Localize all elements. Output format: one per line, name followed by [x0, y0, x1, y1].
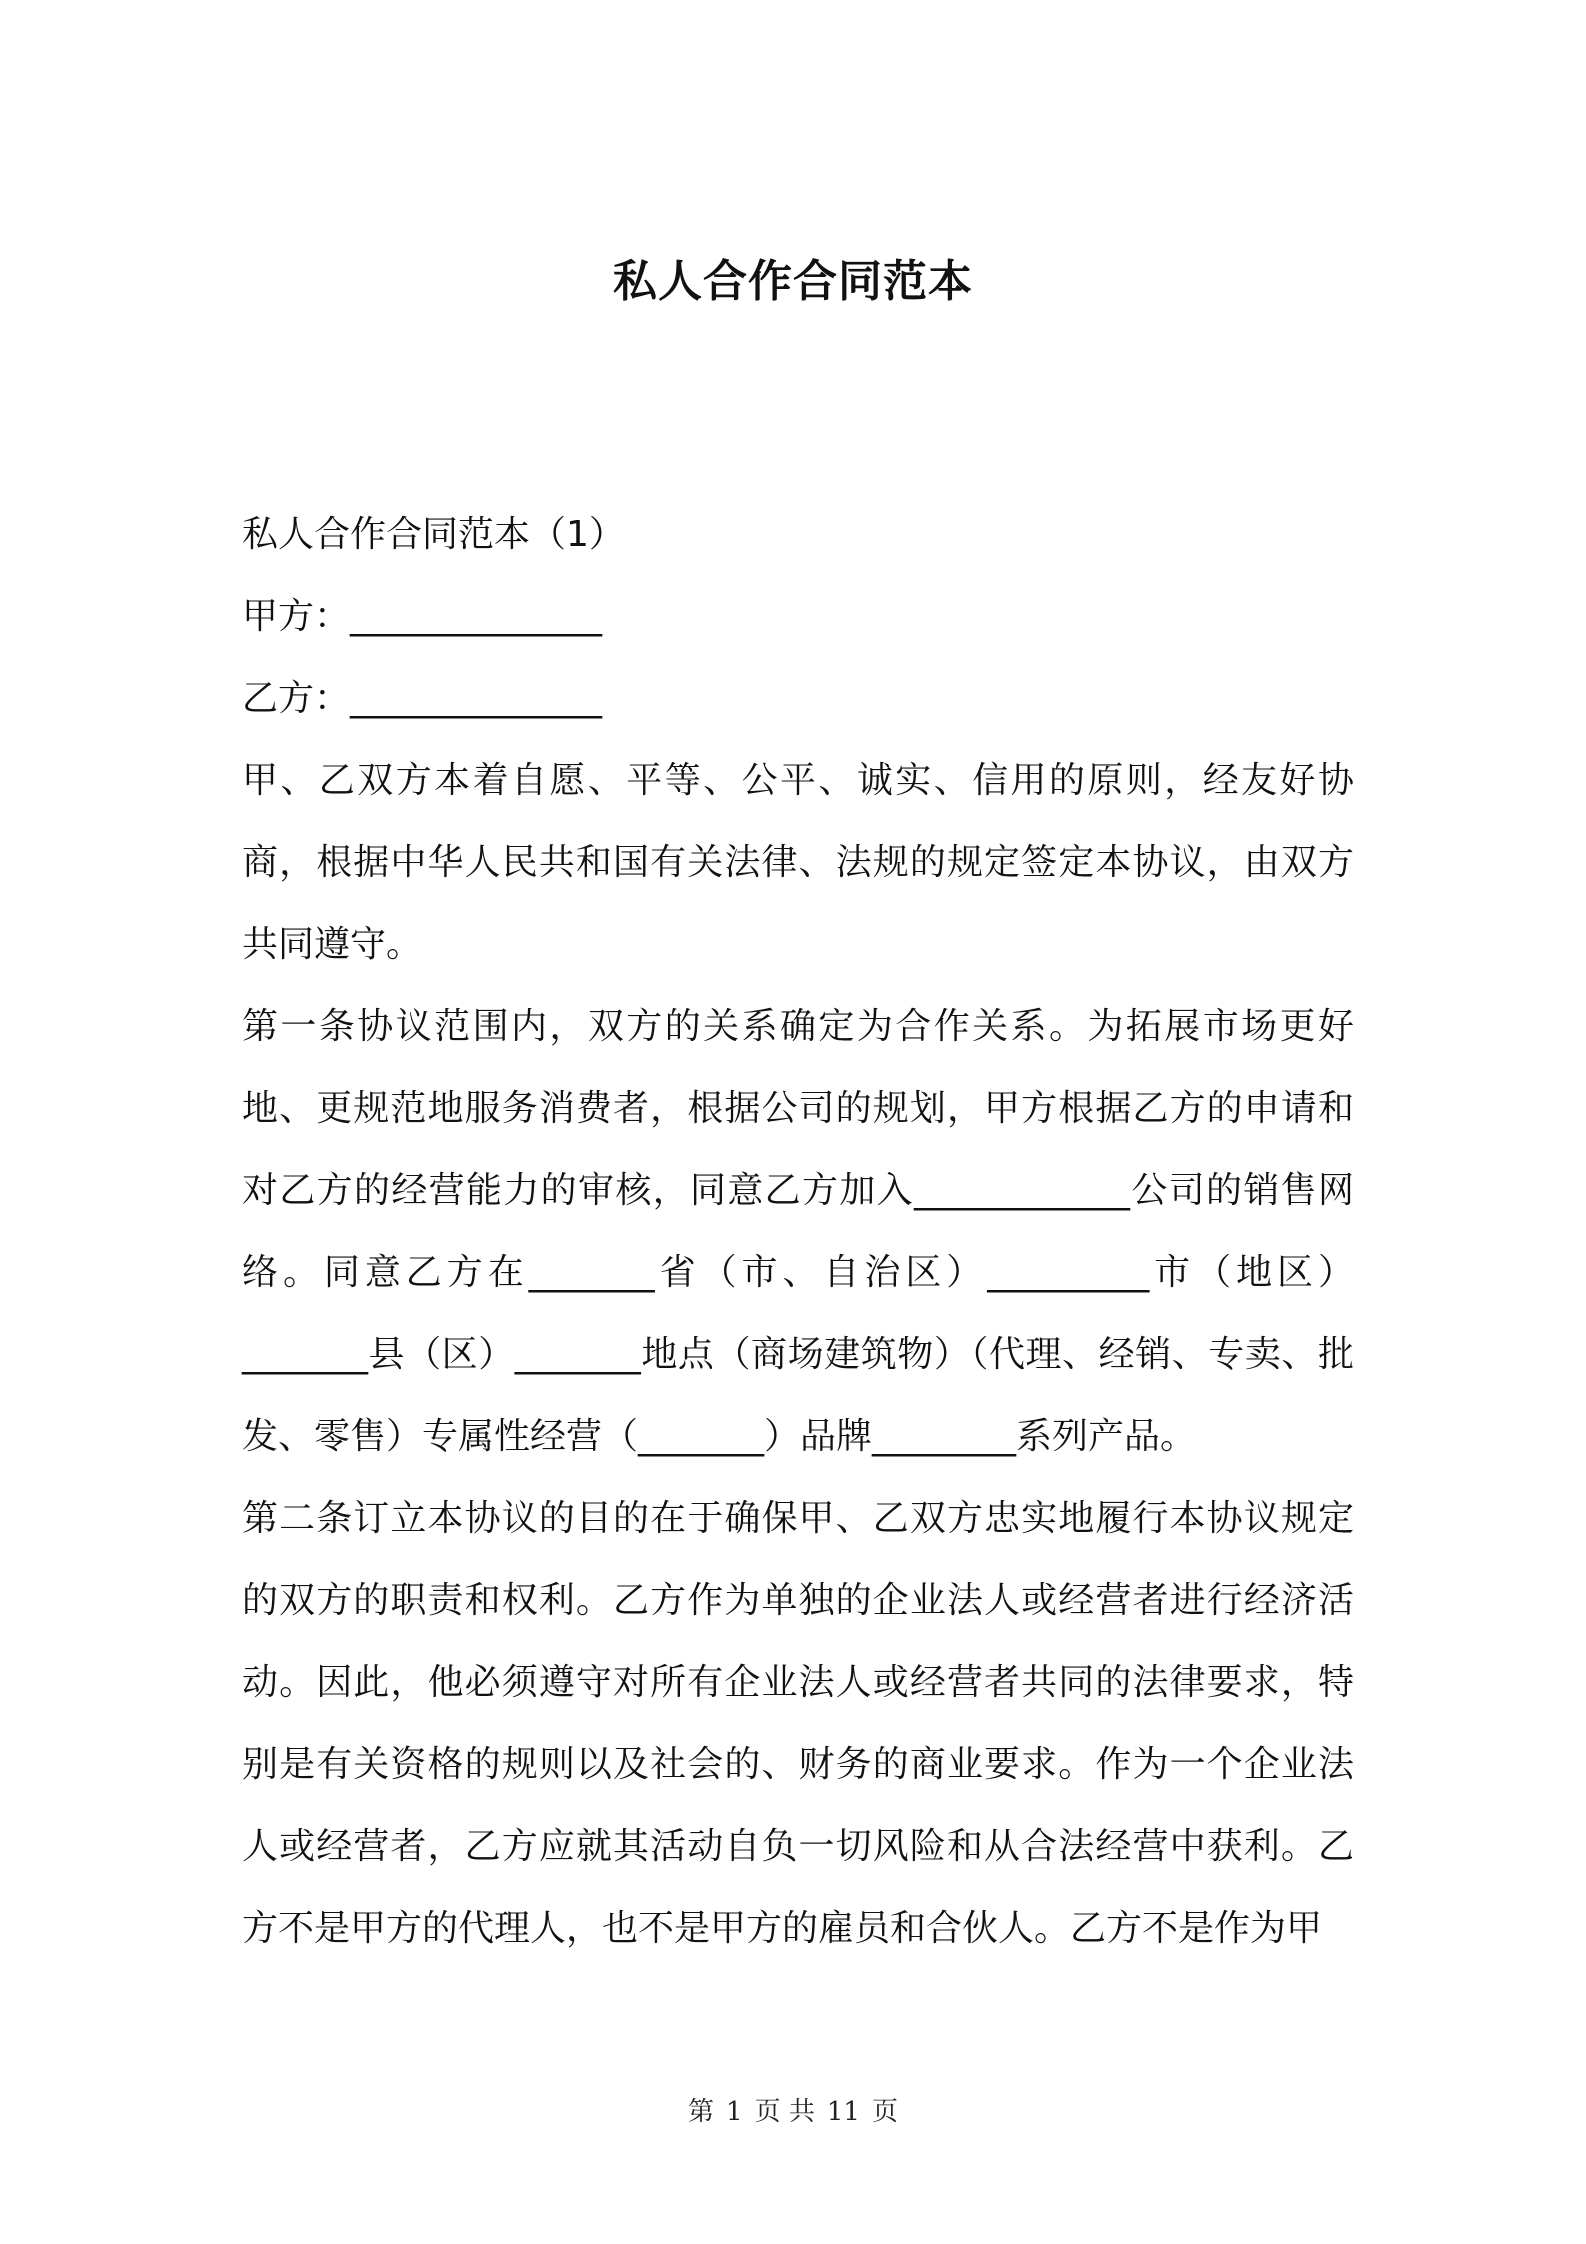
- footer-label-end: 页: [871, 2097, 898, 2127]
- footer-current-page: 1: [726, 2097, 743, 2127]
- preamble-paragraph: 甲、乙双方本着自愿、平等、公平、诚实、信用的原则，经友好协商，根据中华人民共和国有关法律、法规的规定签定本协议，由双方共同遵守。: [242, 760, 1354, 965]
- section-heading: 私人合作合同范本（1）: [242, 514, 625, 555]
- page-footer: [0, 2096, 1586, 2128]
- article-2-paragraph: 第二条订立本协议的目的在于确保甲、乙双方忠实地履行本协议规定的双方的职责和权利。乙方作为单独的企业法人或经营者进行经济活动。因此，他必须遵守对所有企业法人或经营者共同的法律要求，特别是有关资格的规则以及社会的、财务的商业要求。作为一个企业法人或经营者，乙方应就其活动自负一切风险和从合法经营中获利。乙方不是甲方的代理人，也不是甲方的雇员和合伙人。乙方不是作为甲: [242, 1498, 1354, 1949]
- party-a-field: 甲方：______________: [242, 596, 603, 637]
- footer-total-pages: 11: [826, 2097, 860, 2127]
- footer-label-page: 第: [688, 2097, 715, 2127]
- document-title: 私人合作合同范本: [613, 256, 973, 307]
- party-b-field: 乙方：______________: [242, 678, 603, 719]
- footer-label-of: 页 共: [754, 2097, 815, 2127]
- document-body: [242, 494, 1354, 1970]
- article-1-paragraph: 第一条协议范围内，双方的关系确定为合作关系。为拓展市场更好地、更规范地服务消费者，根据公司的规划，甲方根据乙方的申请和对乙方的经营能力的审核，同意乙方加入____________公司的销售网络。同意乙方在_______省（市、自治区）_________市（地区）_______县（区）_______地点（商场建筑物）（代理、经销、专卖、批发、零售）专属性经营（_______）品牌________系列产品。: [242, 1006, 1354, 1457]
